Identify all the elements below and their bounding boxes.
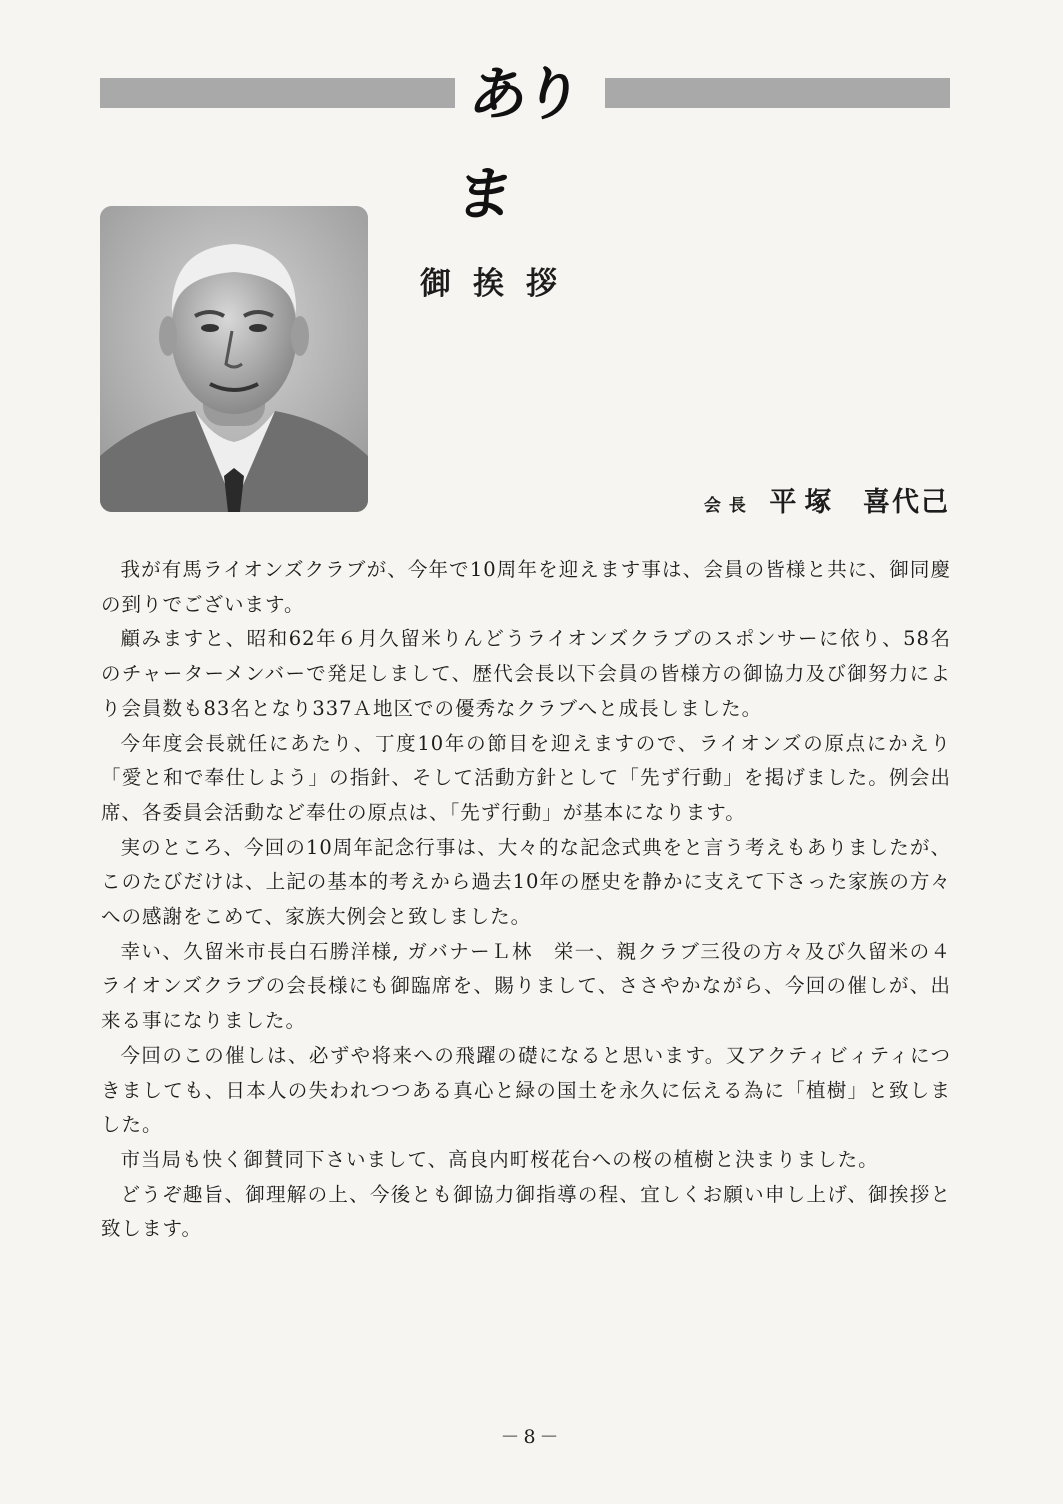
header-brush-text: ありま xyxy=(451,60,583,228)
paragraph: 今年度会長就任にあたり、丁度10年の節目を迎えますので、ライオンズの原点にかえり「愛と和で奉仕しよう」の指針、そして活動方針として「先ず行動」を掲げました。例会出席、各委員会活動など奉仕の原点は、「先ず行動」が基本になります。 xyxy=(101,731,951,824)
portrait-photo xyxy=(100,206,368,512)
paragraph: どうぞ趣旨、御理解の上、今後とも御協力御指導の程、宜しくお願い申し上げ、御挨拶と致します。 xyxy=(101,1182,951,1241)
author-role: 会長 xyxy=(703,496,754,516)
author-surname: 平塚 xyxy=(769,487,840,518)
greeting-body xyxy=(101,553,951,1247)
portrait-illustration xyxy=(100,206,368,512)
paragraph: 幸い、久留米市長白石勝洋様, ガバナーＬ林 栄一、親クラブ三役の方々及び久留米の４ライオンズクラブの会長様にも御臨席を、賜りまして、ささやかながら、今回の催しが、出来る事になりました。 xyxy=(101,939,951,1033)
header-brush-title xyxy=(451,44,605,228)
page-number: －8－ xyxy=(500,1426,563,1448)
paragraph: 市当局も快く御賛同下さいまして、高良内町桜花台への桜の植樹と決まりました。 xyxy=(120,1147,879,1171)
page-title: 御挨拶 xyxy=(420,266,579,302)
paragraph: 顧みますと、昭和62年６月久留米りんどうライオンズクラブのスポンサーに依り、58名のチャーターメンバーで発足しまして、歴代会長以下会員の皆様方の御協力及び御努力により会員数も83名となり337Ａ地区での優秀なクラブへと成長しました。 xyxy=(101,627,951,720)
paragraph: 今回のこの催しは、必ずや将来への飛躍の礎になると思います。又アクティビィティにつきましても、日本人の失われつつある真心と緑の国土を永久に伝える為に「植樹」と致しました。 xyxy=(101,1043,951,1137)
author-given-name: 喜代己 xyxy=(863,487,950,518)
paragraph: 我が有馬ライオンズクラブが、今年で10周年を迎えます事は、会員の皆様と共に、御同慶の到りでございます。 xyxy=(101,558,951,616)
author-signature xyxy=(704,480,950,519)
paragraph: 実のところ、今回の10周年記念行事は、大々的な記念式典をと言う考えもありましたが、このたびだけは、上記の基本的考えから過去10年の歴史を静かに支えて下さった家族の方々への感謝をこめて、家族大例会と致しました。 xyxy=(101,835,951,929)
